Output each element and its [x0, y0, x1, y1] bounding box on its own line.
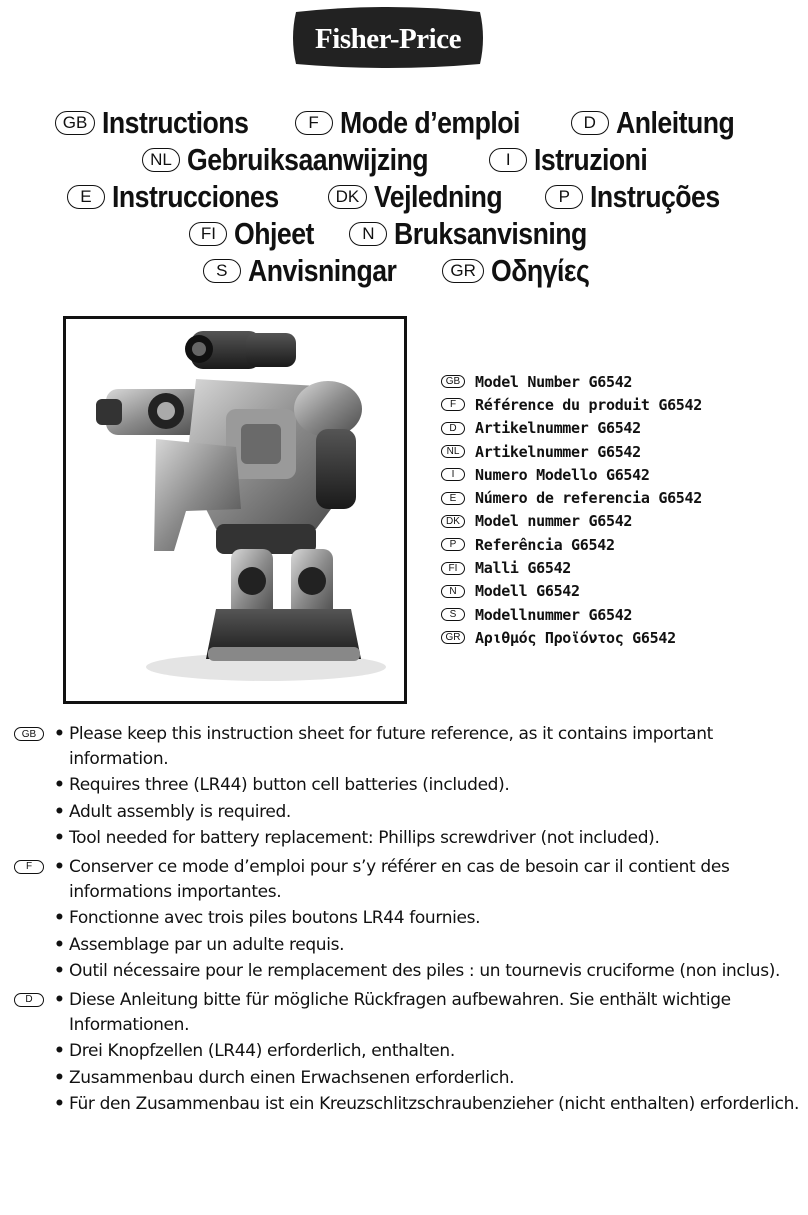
language-code-badge: DK — [441, 515, 465, 528]
language-code-badge: FI — [441, 562, 465, 575]
title-item — [55, 105, 273, 141]
title-row — [0, 141, 808, 178]
title-row — [0, 252, 808, 289]
model-row — [441, 393, 801, 416]
model-row — [441, 440, 801, 463]
bullet-item: • Für den Zusammenbau ist ein Kreuzschlitzschraubenzieher (nicht enthalten) erforderlich. — [52, 1092, 802, 1117]
language-code-badge: D — [441, 422, 465, 435]
model-row — [441, 370, 801, 393]
model-row — [441, 580, 801, 603]
title-text: Instrucciones — [111, 178, 279, 214]
model-text: Model nummer G6542 — [475, 512, 633, 531]
model-row — [441, 510, 801, 533]
language-code-badge: F — [441, 398, 465, 411]
bullet-item: • Conserver ce mode d’emploi pour s’y référer en cas de besoin car il contient des informations importantes. — [52, 855, 802, 904]
title-text: Instruções — [590, 178, 720, 214]
title-text: Istruzioni — [534, 141, 648, 177]
fisher-price-logo — [286, 6, 490, 70]
language-code-badge: N — [349, 222, 387, 246]
title-row — [0, 178, 808, 215]
title-item — [489, 142, 666, 178]
title-text: Anleitung — [615, 104, 734, 140]
instruction-notes — [12, 722, 802, 1121]
title-item — [349, 216, 618, 252]
product-photo — [63, 316, 407, 704]
language-code-badge: DK — [328, 185, 368, 209]
note-group — [12, 855, 802, 984]
note-group — [12, 988, 802, 1117]
language-code-badge: GB — [14, 727, 44, 741]
language-code-badge: FI — [189, 222, 227, 246]
model-row — [441, 417, 801, 440]
model-text: Modellnummer G6542 — [475, 605, 633, 624]
title-item — [295, 105, 549, 141]
language-code-badge: D — [14, 993, 44, 1007]
title-item — [328, 179, 524, 215]
title-text: Bruksanvisning — [394, 215, 588, 251]
bullet-item: • Tool needed for battery replacement: Phillips screwdriver (not included). — [52, 826, 802, 851]
model-text: Model Number G6542 — [475, 372, 633, 391]
language-code-badge: D — [571, 111, 609, 135]
language-code-badge: GB — [441, 375, 465, 388]
bullet-item: • Diese Anleitung bitte für mögliche Rückfragen aufbewahren. Sie enthält wichtige Informationen. — [52, 988, 802, 1037]
language-code-badge: E — [441, 492, 465, 505]
model-row — [441, 626, 801, 649]
language-code-badge: GB — [55, 111, 96, 135]
model-text: Artikelnummer G6542 — [475, 419, 641, 438]
model-text: Malli G6542 — [475, 559, 572, 578]
logo-text: Fisher-Price — [315, 23, 461, 55]
title-item — [142, 142, 467, 178]
bullet-item: • Outil nécessaire pour le remplacement des piles : un tournevis cruciforme (non inclus). — [52, 959, 802, 984]
model-text: Modell G6542 — [475, 582, 580, 601]
title-text: Instructions — [102, 104, 249, 140]
bullet-item: • Assemblage par un adulte requis. — [52, 933, 802, 958]
language-code-badge: GR — [441, 631, 465, 644]
language-code-badge: NL — [441, 445, 465, 458]
title-item — [571, 105, 754, 141]
bullet-item: • Requires three (LR44) button cell batteries (included). — [52, 773, 802, 798]
model-text: Numero Modello G6542 — [475, 465, 650, 484]
title-item — [67, 179, 306, 215]
title-row — [0, 215, 808, 252]
title-text: Οδηγίες — [490, 252, 590, 288]
model-text: Artikelnummer G6542 — [475, 442, 641, 461]
bullet-item: • Fonctionne avec trois piles boutons LR44 fournies. — [52, 906, 802, 931]
title-item — [442, 253, 605, 289]
language-code-badge: I — [489, 148, 527, 172]
language-code-badge: F — [14, 860, 44, 874]
bullet-list — [52, 855, 802, 984]
model-row — [441, 533, 801, 556]
language-code-badge: S — [203, 259, 241, 283]
title-text: Anvisningar — [247, 252, 397, 288]
title-row — [0, 104, 808, 141]
language-code-badge: NL — [142, 148, 180, 172]
language-code-badge: E — [67, 185, 105, 209]
language-code-badge: I — [441, 468, 465, 481]
model-text: Αριθμός Προϊόντος G6542 — [475, 628, 676, 647]
bullet-item: • Adult assembly is required. — [52, 800, 802, 825]
title-item — [189, 216, 327, 252]
title-item — [545, 179, 741, 215]
title-text: Ohjeet — [234, 215, 315, 251]
model-text: Referência G6542 — [475, 535, 615, 554]
model-row — [441, 603, 801, 626]
language-code-badge: P — [441, 538, 465, 551]
model-row — [441, 556, 801, 579]
model-text: Número de referencia G6542 — [475, 489, 703, 508]
model-text: Référence du produit G6542 — [475, 395, 703, 414]
note-group — [12, 722, 802, 851]
bullet-item: • Please keep this instruction sheet for future reference, as it contains important information. — [52, 722, 802, 771]
bullet-list — [52, 722, 802, 851]
language-code-badge: S — [441, 608, 465, 621]
model-row — [441, 486, 801, 509]
language-code-badge: GR — [442, 259, 484, 283]
title-text: Vejledning — [374, 178, 503, 214]
title-item — [203, 253, 421, 289]
language-title-block — [0, 104, 808, 289]
language-code-badge: F — [295, 111, 333, 135]
bullet-item: • Zusammenbau durch einen Erwachsenen erforderlich. — [52, 1066, 802, 1091]
bullet-item: • Drei Knopfzellen (LR44) erforderlich, enthalten. — [52, 1039, 802, 1064]
model-row — [441, 463, 801, 486]
title-text: Gebruiksaanwijzing — [186, 141, 429, 177]
language-code-badge: N — [441, 585, 465, 598]
bullet-list — [52, 988, 802, 1117]
model-number-list — [441, 370, 801, 650]
robot-toy-image — [66, 319, 404, 701]
title-text: Mode d’emploi — [339, 104, 520, 140]
language-code-badge: P — [545, 185, 583, 209]
